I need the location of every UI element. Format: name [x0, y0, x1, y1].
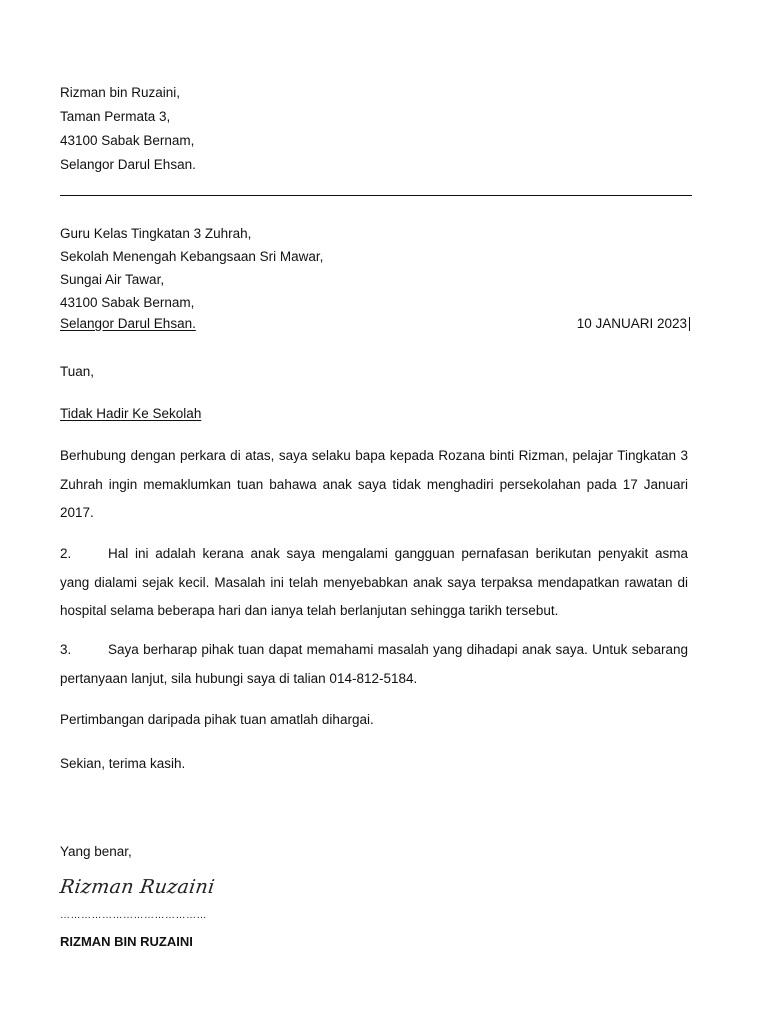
signature-line: ……………………………………	[60, 910, 207, 921]
recipient-title: Guru Kelas Tingkatan 3 Zuhrah,	[60, 226, 252, 241]
recipient-address-line-2: 43100 Sabak Bernam,	[60, 295, 195, 310]
body-paragraph-2	[60, 540, 688, 626]
sender-address-line-3: Selangor Darul Ehsan.	[60, 157, 196, 172]
printed-name: RIZMAN BIN RUZAINI	[60, 934, 193, 949]
body-paragraph-3-text: Saya berharap pihak tuan dapat memahami masalah yang dihadapi anak saya. Untuk sebarang pertanyaan lanjut, sila hubungi saya di talian 014-812-5184.	[60, 642, 688, 686]
paragraph-number: 3.	[60, 642, 72, 657]
body-paragraph-4: Pertimbangan daripada pihak tuan amatlah dihargai.	[60, 712, 374, 727]
valediction: Yang benar,	[60, 844, 132, 859]
paragraph-number: 2.	[60, 546, 72, 561]
letter-date: 10 JANUARI 2023	[577, 317, 690, 331]
sender-address-line-1: Taman Permata 3,	[60, 109, 171, 124]
sender-name: Rizman bin Ruzaini,	[60, 85, 181, 100]
recipient-address-line-1: Sungai Air Tawar,	[60, 272, 165, 287]
body-paragraph-3	[60, 636, 688, 693]
recipient-school: Sekolah Menengah Kebangsaan Sri Mawar,	[60, 249, 324, 264]
salutation: Tuan,	[60, 364, 95, 379]
body-paragraph-2-text: Hal ini adalah kerana anak saya mengalami gangguan pernafasan berikutan penyakit asma yang dialami sejak kecil. Masalah ini telah menyebabkan anak saya terpaksa mendapatkan rawatan di hospital selama beberapa hari dan ianya telah berlanjutan sehingga tarikh tersebut.	[60, 546, 688, 618]
body-paragraph-5: Sekian, terima kasih.	[60, 756, 186, 771]
body-paragraph-1	[60, 442, 688, 528]
handwritten-signature: Rizman Ruzaini	[58, 876, 217, 898]
recipient-address-line-3: Selangor Darul Ehsan.	[60, 316, 196, 331]
letterhead-divider	[60, 195, 692, 196]
sender-address-line-2: 43100 Sabak Bernam,	[60, 133, 195, 148]
letter-subject: Tidak Hadir Ke Sekolah	[60, 406, 202, 421]
body-paragraph-1-text: Berhubung dengan perkara di atas, saya selaku bapa kepada Rozana binti Rizman, pelajar Tingkatan 3 Zuhrah ingin memaklumkan tuan bahawa anak saya tidak menghadiri persekolahan pada 17 Januari 2017.	[60, 448, 688, 520]
